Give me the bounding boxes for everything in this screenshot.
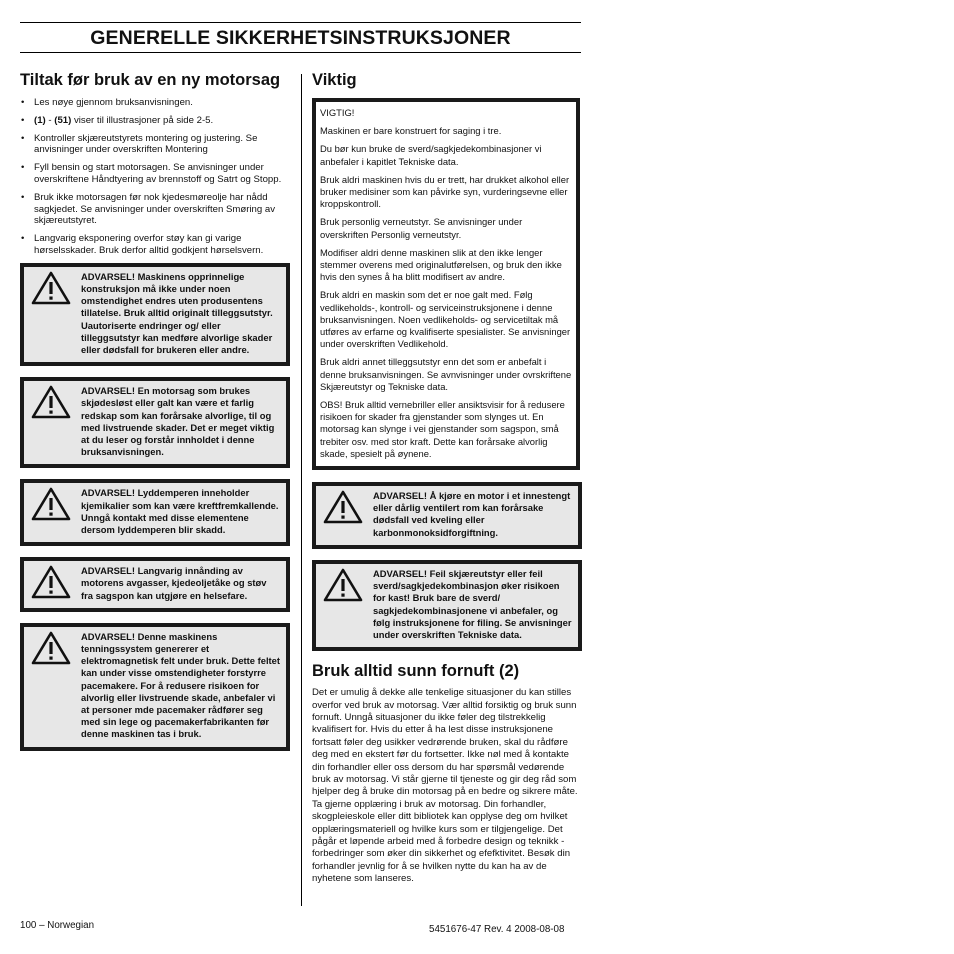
common-sense-text: Det er umulig å dekke alle tenkelige situasjoner du kan stilles overfor ved bruk av motorsag. Vær alltid forsiktig og bruk sunn fornuft. Unngå situasjoner du ikke føler deg tilstrekkelig kvalifisert for. Hvis du etter å ha lest disse instruksjonene fortsatt føler deg usikker vedrørende bruken, skal du rådføre deg med en ekstert før du fortsetter. Ikke nøl med å kontakte din forhandler eller oss dersom du har spørsmål vedørende bruk av motorsag. Vi står gjerne til tjeneste og gir deg råd som hjelper deg å bruke din motorsag på en bedre og sikrere måte. Ta gjerne opplæring i bruk av motorsag. Din forhandler, skogpleieskole eller ditt bibliotek kan opplyse deg om hvilket opplæringsmateriell og hvilke kurs som er tilgjengelige. Det pågår et løpende arbeid med å forbedre design og teknikk - forbedringer som øker din sikkerhet og efefktivitet. Besøk din forhandler jevnlig for å se hvilken nytte du kan ha av de nyhetene som lanseres. xyxy=(312,687,578,885)
right-column xyxy=(312,70,582,886)
document-revision: 5451676-47 Rev. 4 2008-08-08 xyxy=(429,924,565,935)
list-item: • Les nøye gjennom bruksanvisningen. xyxy=(21,97,193,108)
warning-box-pacemaker xyxy=(20,623,290,751)
warning-triangle-icon xyxy=(323,490,363,524)
warning-text: ADVARSEL! Maskinens opprinnelige konstruksjon må ikke under noen omstendighet endres uten produsentens tillatelse. Bruk alltid originalt tilleggsutstyr. Uautoriserte endringer og/ eller tilleggsutstyr kan medføre alvorlige skader eller dødsfall for brukeren eller andre. xyxy=(81,270,273,355)
list-item: • Langvarig eksponering overfor støy kan gi varige hørselsskader. Bruk derfor alltid godkjent hørselsvern. xyxy=(21,233,264,256)
section-heading-new-chainsaw: Tiltak før bruk av en ny motorsag xyxy=(20,71,281,89)
warning-triangle-icon xyxy=(31,565,71,599)
page-number: 100 – Norwegian xyxy=(20,920,95,931)
bullet-icon: • xyxy=(21,114,25,126)
warning-text: ADVARSEL! Å kjøre en motor i et innestengt eller dårlig ventilert rom kan forårsake dødsfall ved kveling eller karbonmonoksidforgiftning. xyxy=(373,490,571,538)
page-title: GENERELLE SIKKERHETSINSTRUKSJONER xyxy=(90,27,511,49)
column-divider xyxy=(301,74,302,906)
list-item: • (1) - (51) viser til illustrasjoner på side 2-5. xyxy=(21,114,214,126)
warning-text: ADVARSEL! En motorsag som brukes skjødesløst eller galt kan være et farlig redskap som kan forårsake alvorlige, til og med livstruende skader. Det er meget viktig at du leser og forstår innholdet i denne bruksanvisningen. xyxy=(81,385,275,458)
warning-text: ADVARSEL! Denne maskinens tenningssystem genererer et elektromagnetisk felt under bruk. Dette feltet kan under visse omstendigheter forstyrre pacemakere. For å redusere risikoen for alvorlig eller livstruende skade, anbefaler vi at personer mde pacemaker rådfører seg med sin lege og pacemakerfabrikanten før denne maskinen tas i bruk. xyxy=(81,630,281,740)
header-top-rule xyxy=(20,22,581,23)
important-paragraph: Bruk aldri maskinen hvis du er trett, har drukket alkohol eller bruker medisiner som kan påvirke syn, vurderingsevne eller kroppskontroll. xyxy=(320,173,570,210)
important-paragraph: Bruk aldri annet tilleggsutstyr enn det som er anbefalt i denne bruksanvisningen. Se avnvisninger under ovrskriftene Skjæreutstyr og Tekniske data. xyxy=(320,356,572,392)
important-box xyxy=(312,98,580,470)
bullet-icon: • xyxy=(21,191,25,203)
warning-triangle-icon xyxy=(31,271,71,305)
important-paragraph: Maskinen er bare konstruert for saging i tre. xyxy=(320,125,502,137)
header-bottom-rule xyxy=(20,52,581,53)
bullet-icon: • xyxy=(21,132,25,144)
bullet-icon: • xyxy=(21,97,25,108)
important-paragraph: Modifiser aldri denne maskinen slik at den ikke lenger stemmer overens med originalutførelsen, og bruk den ikke hvis den synes å ha blitt modifisert av andre. xyxy=(320,246,562,283)
important-paragraph: Bruk personlig verneutstyr. Se anvisninger under overskriften Personlig verneutstyr. xyxy=(320,216,523,240)
list-item: • Bruk ikke motorsagen før nok kjedesmøreolje har nådd sagkjedet. Se anvisninger under overskriften Smøring av skjæreutstyret. xyxy=(21,191,276,227)
preparation-list xyxy=(20,97,290,257)
important-paragraph: Du bør kun bruke de sverd/sagkjedekombinasjoner vi anbefaler i kapitlet Tekniske data. xyxy=(320,143,542,167)
section-heading-common-sense: Bruk alltid sunn fornuft (2) xyxy=(312,662,520,681)
warning-triangle-icon xyxy=(31,631,71,665)
warning-box-kickback xyxy=(312,560,582,651)
warning-box-ventilation xyxy=(312,482,582,549)
warning-text: ADVARSEL! Langvarig innånding av motorens avgasser, kjedeoljetåke og støv fra sagspon kan utgjøre en helsefare. xyxy=(81,565,267,601)
warning-triangle-icon xyxy=(31,385,71,419)
warning-box-modification xyxy=(20,263,290,366)
list-item: • Kontroller skjæreutstyrets montering og justering. Se anvisninger under overskriften Montering xyxy=(21,132,258,156)
bullet-icon: • xyxy=(21,233,25,245)
important-paragraph: VIGTIG! xyxy=(320,107,355,118)
warning-triangle-icon xyxy=(323,568,363,602)
bullet-icon: • xyxy=(21,162,25,174)
warning-box-careless-use xyxy=(20,377,290,468)
warning-box-muffler xyxy=(20,479,290,546)
warning-box-exhaust xyxy=(20,557,290,612)
important-paragraph: OBS! Bruk alltid vernebriller eller ansiktsvisir for å redusere risikoen for skader fra gjenstander som slynges ut. En motorsag kan slynge i vei gjenstander som sagspon, små trebiter osv. med stor kraft. Dette kan forårsake alvorlig skade, spesielt på øynene. xyxy=(320,399,565,459)
left-column xyxy=(20,70,290,751)
list-item: • Fyll bensin og start motorsagen. Se anvisninger under overskriftene Håndtyering av brennstoff og Satrt og Stopp. xyxy=(21,162,282,185)
section-heading-important: Viktig xyxy=(312,71,357,89)
warning-text: ADVARSEL! Feil skjæreutstyr eller feil sverd/sagkjedekombinasjon øker risikoen for kast! Bruk bare de sverd/ sagkjedekombinasjonene vi anbefaler, og følg instruksjonene for filing. Se anvisninger under overskriften Tekniske data. xyxy=(373,567,572,640)
warning-text: ADVARSEL! Lyddemperen inneholder kjemikalier som kan være kreftfremkallende. Unngå kontakt med disse elementene dersom lyddemperen blir skadd. xyxy=(81,487,279,536)
warning-triangle-icon xyxy=(31,487,71,521)
important-paragraph: Bruk aldri en maskin som det er noe galt med. Følg vedlikeholds-, kontroll- og serviceinstruksjonene i denne bruksanvisningen. Noen vedlikeholds- og servicetiltak må utføres av erfarne og kvalifiserte spesialister. Se anvisninger under overskriften Vedlikehold. xyxy=(320,289,571,350)
